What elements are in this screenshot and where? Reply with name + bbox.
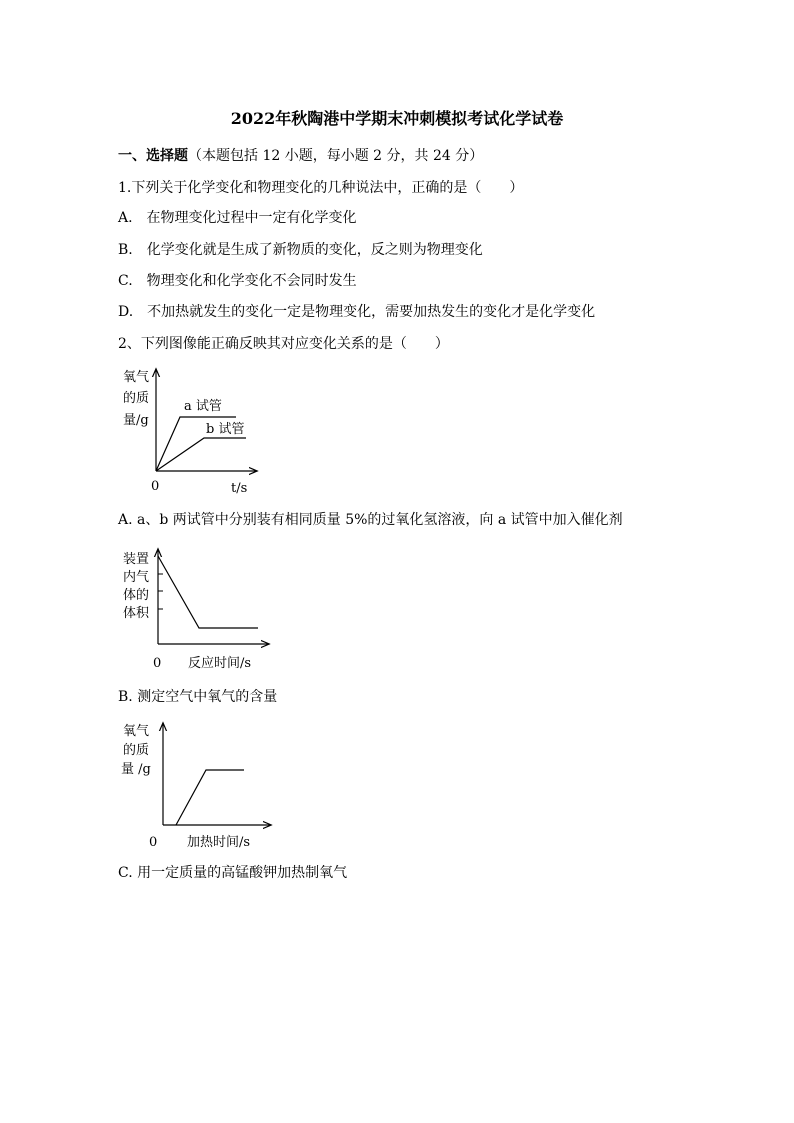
graph-c-ylabel-1: 氧气 — [123, 724, 150, 739]
graph-c-origin: 0 — [149, 835, 158, 850]
graph-b-origin: 0 — [153, 656, 162, 671]
section-heading — [118, 145, 483, 165]
graph-a-label-a: a 试管 — [184, 399, 222, 414]
graph-c-curve — [176, 770, 244, 825]
graph-c-xlabel: 加热时间/s — [187, 835, 251, 850]
graph-b-ylabel-4: 体积 — [123, 606, 150, 621]
graph-a-origin: 0 — [151, 479, 160, 494]
section-note: （本题包括 12 小题，每小题 2 分，共 24 分） — [188, 148, 484, 164]
question-1-option-c: C. 物理变化和化学变化不会同时发生 — [118, 273, 357, 289]
question-1-option-b: B. 化学变化就是生成了新物质的变化，反之则为物理变化 — [118, 242, 483, 258]
question-1-option-a: A. 在物理变化过程中一定有化学变化 — [118, 210, 357, 226]
exam-title: 2022年秋陶港中学期末冲刺模拟考试化学试卷 — [230, 109, 564, 128]
question-1-stem: 1.下列关于化学变化和物理变化的几种说法中，正确的是（ ） — [118, 180, 524, 196]
graph-b-curve — [158, 556, 258, 628]
graph-c-caption: C. 用一定质量的高锰酸钾加热制氧气 — [118, 865, 348, 881]
graph-c-ylabel-3: 量 /g — [121, 762, 151, 777]
graph-b-xlabel: 反应时间/s — [188, 656, 252, 671]
graph-b — [110, 544, 280, 672]
question-1-option-d: D. 不加热就发生的变化一定是物理变化，需要加热发生的变化才是化学变化 — [118, 304, 596, 320]
graph-a-ylabel-2: 的质 — [123, 391, 150, 406]
question-2-stem: 2、下列图像能正确反映其对应变化关系的是（ ） — [118, 336, 449, 352]
graph-a-label-b: b 试管 — [206, 422, 245, 437]
section-label: 一、选择题 — [118, 148, 188, 164]
graph-b-ylabel-3: 体的 — [123, 588, 150, 603]
graph-a-ylabel-3: 量/g — [123, 413, 149, 428]
graph-c — [110, 719, 280, 851]
graph-a-xlabel: t/s — [231, 481, 248, 496]
graph-a-caption: A. a、b 两试管中分别装有相同质量 5%的过氧化氢溶液，向 a 试管中加入催化剂 — [118, 512, 623, 528]
graph-a-curve-b — [156, 438, 246, 471]
graph-b-caption: B. 测定空气中氧气的含量 — [118, 689, 278, 705]
graph-b-ylabel-1: 装置 — [123, 552, 150, 567]
graph-a — [110, 365, 270, 497]
graph-b-ylabel-2: 内气 — [123, 570, 150, 585]
graph-a-ylabel-1: 氧气 — [123, 370, 150, 385]
graph-c-ylabel-2: 的质 — [123, 743, 150, 758]
